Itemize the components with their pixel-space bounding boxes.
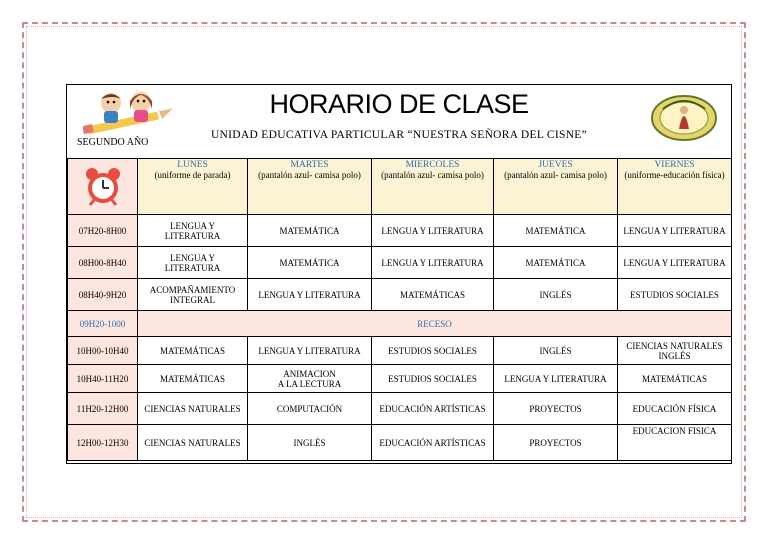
table-row bbox=[68, 247, 732, 279]
time-slot: 12H00-12H30 bbox=[68, 425, 138, 461]
subject-cell: MATEMÁTICA bbox=[494, 247, 618, 279]
subject-cell: CIENCIAS NATURALES bbox=[138, 425, 248, 461]
table-row bbox=[68, 279, 732, 311]
subject-cell: EDUCACIÓN ARTÍSTICAS bbox=[372, 393, 494, 425]
subject-cell: ACOMPAÑAMIENTO INTEGRAL bbox=[138, 279, 248, 311]
break-row bbox=[68, 311, 732, 337]
table-row bbox=[68, 337, 732, 365]
subject-cell: MATEMÁTICAS bbox=[372, 279, 494, 311]
uniform-note: (pantalón azul- camisa polo) bbox=[381, 170, 484, 180]
subject-cell: LENGUA Y LITERATURA bbox=[138, 247, 248, 279]
subject-cell: MATEMÁTICAS bbox=[618, 365, 732, 393]
subject-cell: MATEMÁTICAS bbox=[138, 337, 248, 365]
day-header-miercoles bbox=[372, 159, 494, 215]
subject-cell: CIENCIAS NATURALES INGLÉS bbox=[618, 337, 732, 365]
subject-cell: LENGUA Y LITERATURA bbox=[618, 215, 732, 247]
time-slot: 10H00-10H40 bbox=[68, 337, 138, 365]
table-row bbox=[68, 365, 732, 393]
subject-cell: CIENCIAS NATURALES bbox=[138, 393, 248, 425]
subject-cell: LENGUA Y LITERATURA bbox=[618, 247, 732, 279]
subject-cell: LENGUA Y LITERATURA bbox=[248, 337, 372, 365]
subject-cell: MATEMÁTICA bbox=[248, 247, 372, 279]
subject-cell: MATEMÁTICAS bbox=[138, 365, 248, 393]
subject-cell: COMPUTACIÓN bbox=[248, 393, 372, 425]
table-row bbox=[68, 425, 732, 461]
day-name: JUEVES bbox=[538, 160, 573, 170]
day-header-jueves bbox=[494, 159, 618, 215]
schedule-table bbox=[67, 158, 732, 461]
subject-cell: INGLÉS bbox=[494, 337, 618, 365]
subject-cell: PROYECTOS bbox=[494, 425, 618, 461]
time-slot: 11H20-12H00 bbox=[68, 393, 138, 425]
time-slot: 07H20-8H00 bbox=[68, 215, 138, 247]
subject-cell: EDUCACIÓN ARTÍSTICAS bbox=[372, 425, 494, 461]
subject-cell: LENGUA Y LITERATURA bbox=[138, 215, 248, 247]
subject-cell: ESTUDIOS SOCIALES bbox=[372, 337, 494, 365]
subject-cell: ESTUDIOS SOCIALES bbox=[372, 365, 494, 393]
uniform-note: (pantalón azul- camisa polo) bbox=[258, 170, 361, 180]
alarm-clock-icon bbox=[84, 166, 122, 206]
uniform-note: (uniforme de parada) bbox=[154, 170, 231, 180]
uniform-note: (uniforme-educación física) bbox=[624, 170, 725, 180]
school-seal-icon bbox=[651, 95, 717, 141]
subject-cell: ANIMACION A LA LECTURA bbox=[248, 365, 372, 393]
table-row bbox=[68, 393, 732, 425]
day-name: LUNES bbox=[177, 160, 208, 170]
day-header-martes bbox=[248, 159, 372, 215]
day-header-lunes bbox=[138, 159, 248, 215]
time-slot: 10H40-11H20 bbox=[68, 365, 138, 393]
subject-cell: LENGUA Y LITERATURA bbox=[372, 215, 494, 247]
subject-cell: EDUCACIÓN FÍSICA bbox=[618, 393, 732, 425]
page-title: HORARIO DE CLASE bbox=[269, 89, 529, 119]
subject-cell: INGLÉS bbox=[494, 279, 618, 311]
day-name: MARTES bbox=[290, 160, 329, 170]
table-row bbox=[68, 215, 732, 247]
subject-cell: INGLÉS bbox=[248, 425, 372, 461]
subject-cell: MATEMÁTICA bbox=[494, 215, 618, 247]
time-slot: 08H40-9H20 bbox=[68, 279, 138, 311]
day-header-viernes bbox=[618, 159, 732, 215]
days-header-row bbox=[68, 159, 732, 215]
schedule-sheet bbox=[66, 84, 732, 464]
day-name: MIERCOLES bbox=[405, 160, 460, 170]
subject-cell: PROYECTOS bbox=[494, 393, 618, 425]
break-label: RECESO bbox=[138, 311, 732, 337]
schedule-header bbox=[67, 85, 731, 159]
subject-cell: LENGUA Y LITERATURA bbox=[372, 247, 494, 279]
subject-cell: MATEMÁTICA bbox=[248, 215, 372, 247]
day-name: VIERNES bbox=[654, 160, 695, 170]
school-name: UNIDAD EDUCATIVA PARTICULAR “NUESTRA SEÑORA DEL CISNE” bbox=[210, 129, 588, 141]
subject-cell: LENGUA Y LITERATURA bbox=[248, 279, 372, 311]
subject-cell: LENGUA Y LITERATURA bbox=[494, 365, 618, 393]
subject-cell: EDUCACION FISICA bbox=[618, 425, 732, 461]
subject-cell: ESTUDIOS SOCIALES bbox=[618, 279, 732, 311]
grade-label: SEGUNDO AÑO bbox=[77, 137, 149, 148]
time-slot: 08H00-8H40 bbox=[68, 247, 138, 279]
break-time: 09H20-1000 bbox=[68, 311, 138, 337]
uniform-note: (pantalón azul- camisa polo) bbox=[504, 170, 607, 180]
clock-cell bbox=[68, 159, 138, 215]
